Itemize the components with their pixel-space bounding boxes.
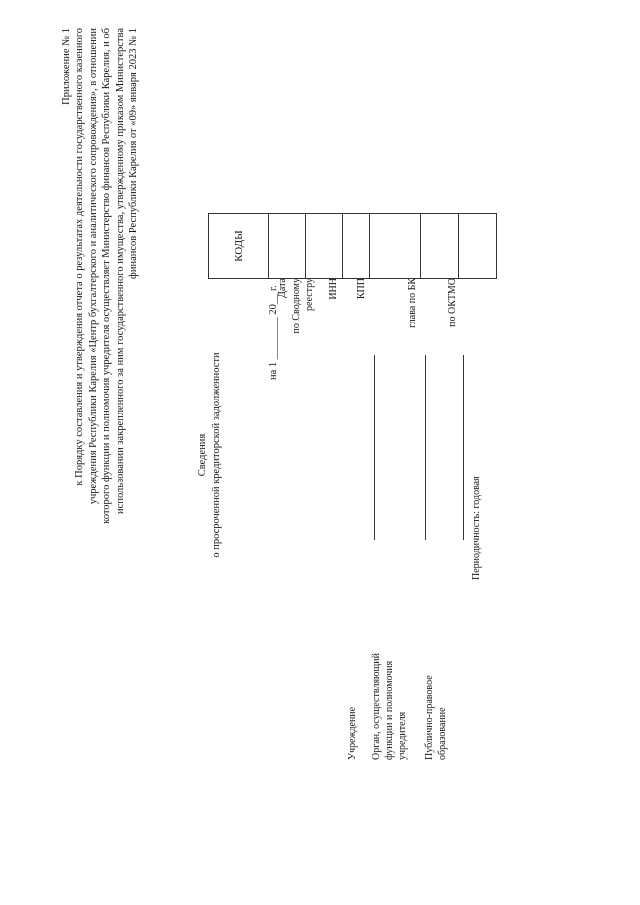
organ-line — [425, 355, 426, 540]
code-cell-chapter — [421, 214, 459, 279]
appendix-line: которого функции и полномочия учредителя осуществляет Министерство финансов Республики Карелия, и об — [101, 28, 113, 524]
code-cell-kpp — [370, 214, 421, 279]
appendix-line: Приложение № 1 — [61, 28, 72, 105]
appendix-line: к Порядку составления и утверждения отчета о результатах деятельности государственного казенного — [74, 28, 86, 486]
appendix-line: финансов Республики Карелия от «09» января 2023 № 1 — [128, 28, 140, 279]
appendix-line: учреждения Республики Карелия «Центр бухгалтерского и аналитического сопровождения», в отношении — [87, 28, 99, 505]
code-cell-oktmo — [459, 214, 497, 279]
organ-label-line: Орган, осуществляющий — [371, 653, 382, 760]
code-cell-registry — [306, 214, 343, 279]
code-label-date: Дата — [277, 278, 288, 298]
periodicity-label: Периодичность: годовая — [471, 476, 482, 580]
report-title — [196, 305, 223, 605]
appendix-note — [60, 28, 141, 524]
public-entity-label — [423, 675, 449, 760]
institution-label: Учреждение — [347, 706, 358, 760]
public-entity-label-line: Публично-правовое — [424, 675, 435, 760]
codes-table — [208, 213, 497, 279]
code-label-registry-line: реестру — [304, 278, 315, 311]
code-label-oktmo: по ОКТМО — [447, 278, 458, 327]
code-label-registry — [290, 278, 316, 333]
public-entity-label-line: образование — [437, 707, 448, 760]
appendix-line: использовании закрепленного за ним государственного имущества, утвержденному приказом Министерства — [114, 28, 126, 514]
code-cell-inn — [343, 214, 370, 279]
code-label-inn: ИНН — [328, 278, 339, 300]
code-label-registry-line: по Сводному — [291, 278, 302, 334]
organ-label — [370, 653, 409, 760]
code-label-kpp: КПП — [356, 278, 367, 300]
public-entity-line — [463, 355, 464, 540]
organ-label-line: функции и полномочия — [384, 660, 395, 760]
institution-line — [374, 355, 375, 540]
report-date: на 1 ________ 20__ г. — [268, 285, 279, 380]
organ-label-line: учредителя — [397, 711, 408, 760]
code-cell-date — [269, 214, 306, 279]
code-label-chapter: глава по БК — [407, 278, 418, 328]
title-line-1: Сведения — [197, 433, 208, 477]
codes-header: КОДЫ — [209, 214, 269, 279]
title-line-2: о просроченной кредиторской задолженности — [210, 352, 222, 558]
